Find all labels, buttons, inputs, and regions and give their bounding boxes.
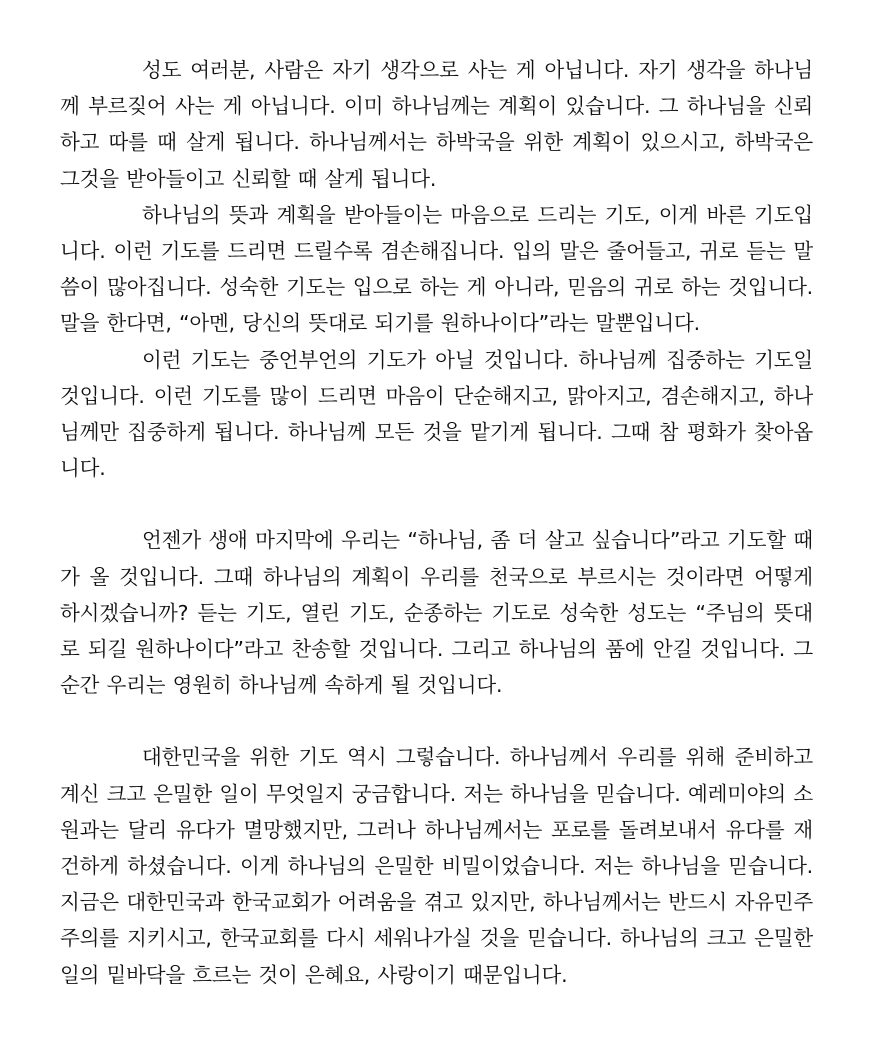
paragraph-3: 이런 기도는 중언부언의 기도가 아닐 것입니다. 하나님께 집중하는 기도일 것입니다. 이런 기도를 많이 드리면 마음이 단순해지고, 맑아지고, 겸손해지고, 하나님께만 집중하게 됩니다. 하나님께 모든 것을 맡기게 됩니다. 그때 참 평화가 찾아옵니다. <box>60 347 813 481</box>
paragraph-5: 대한민국을 위한 기도 역시 그렇습니다. 하나님께서 우리를 위해 준비하고 계신 크고 은밀한 일이 무엇일지 궁금합니다. 저는 하나님을 믿습니다. 예레미야의 소원과는 달리 유다가 멸망했지만, 그러나 하나님께서는 포로를 돌려보내서 유다를 재건하게 하셨습니다. 이게 하나님의 은밀한 비밀이었습니다. 저는 하나님을 믿습니다. 지금은 대한민국과 한국교회가 어려움을 겪고 있지만, 하나님께서는 반드시 자유민주주의를 지키시고, 한국교회를 다시 세워나가실 것을 믿습니다. 하나님의 크고 은밀한 일의 밑바닥을 흐르는 것이 은혜요, 사랑이기 때문입니다. <box>60 745 813 987</box>
paragraph-gap <box>60 703 813 739</box>
paragraph-4: 언젠가 생애 마지막에 우리는 “하나님, 좀 더 살고 싶습니다”라고 기도할 때가 올 것입니다. 그때 하나님의 계획이 우리를 천국으로 부르시는 것이라면 어떻게 하시겠습니까? 듣는 기도, 열린 기도, 순종하는 기도로 성숙한 성도는 “주님의 뜻대로 되길 원하나이다”라고 찬송할 것입니다. 그리고 하나님의 품에 안길 것입니다. 그 순간 우리는 영원히 하나님께 속하게 될 것입니다. <box>60 528 813 698</box>
paragraph-gap <box>60 486 813 522</box>
paragraph-1: 성도 여러분, 사람은 자기 생각으로 사는 게 아닙니다. 자기 생각을 하나님께 부르짖어 사는 게 아닙니다. 이미 하나님께는 계획이 있습니다. 그 하나님을 신뢰하고 따를 때 살게 됩니다. 하나님께서는 하박국을 위한 계획이 있으시고, 하박국은 그것을 받아들이고 신뢰할 때 살게 됩니다. <box>60 58 813 191</box>
paragraph-2: 하나님의 뜻과 계획을 받아들이는 마음으로 드리는 기도, 이게 바른 기도입니다. 이런 기도를 드리면 드릴수록 겸손해집니다. 입의 말은 줄어들고, 귀로 듣는 말씀이 많아집니다. 성숙한 기도는 입으로 하는 게 아니라, 믿음의 귀로 하는 것입니다. 말을 한다면, “아멘, 당신의 뜻대로 되기를 원하나이다”라는 말뿐입니다. <box>60 202 813 336</box>
